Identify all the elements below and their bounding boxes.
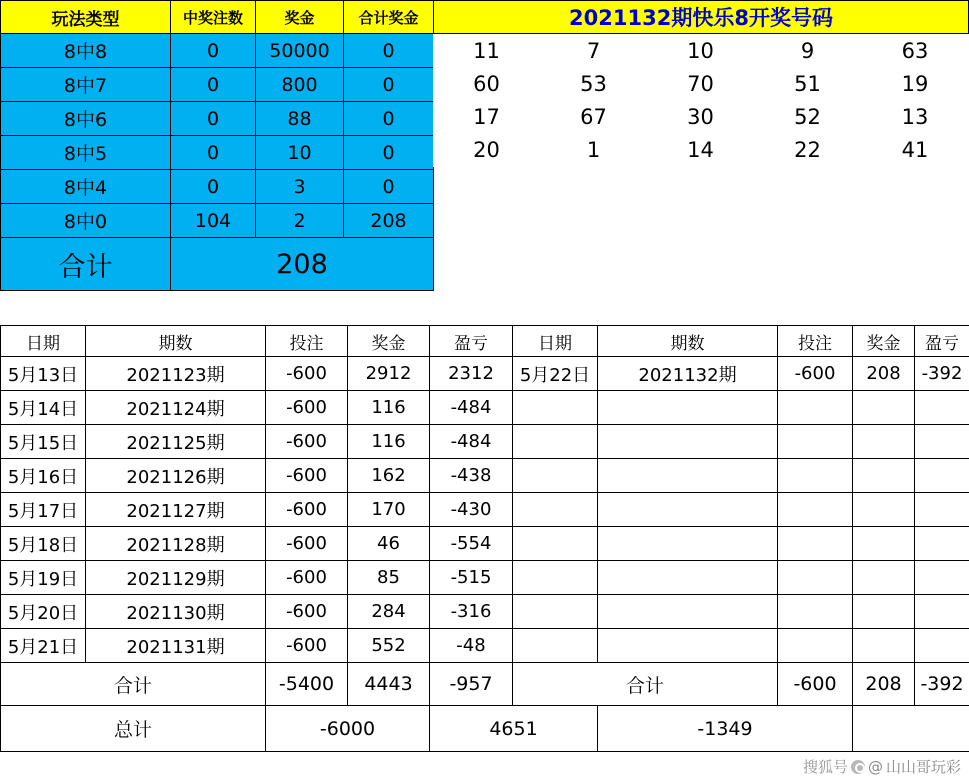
record-issue: 2021124期 [86, 391, 266, 425]
record-prize: 2912 [348, 357, 430, 391]
record-date-right: 5月22日 [513, 357, 598, 391]
record-prize-right [853, 493, 915, 527]
draw-number: 11 [433, 34, 540, 67]
records-header-issue-right: 期数 [598, 326, 778, 357]
table-row [1, 595, 969, 629]
draw-number-row [433, 67, 969, 100]
record-profit: 2312 [430, 357, 513, 391]
payout-prize: 88 [256, 102, 344, 136]
record-profit-right: -392 [915, 357, 969, 391]
record-prize: 170 [348, 493, 430, 527]
subtotal-profit-right: -392 [915, 663, 969, 706]
draw-number-row [433, 133, 969, 167]
table-row [1, 204, 434, 238]
record-date: 5月13日 [1, 357, 86, 391]
record-prize-right: 208 [853, 357, 915, 391]
record-prize-right [853, 459, 915, 493]
payout-total: 0 [344, 136, 434, 170]
record-date: 5月16日 [1, 459, 86, 493]
table-row [1, 170, 434, 204]
draw-number: 70 [647, 67, 754, 100]
payout-header-prize: 奖金 [256, 1, 344, 34]
table-row [1, 68, 434, 102]
grand-total-bet: -6000 [266, 706, 430, 752]
record-date-right [513, 561, 598, 595]
table-row [1, 34, 434, 68]
record-profit: -48 [430, 629, 513, 663]
watermark-prefix: 搜狐号 [802, 758, 848, 776]
record-date: 5月21日 [1, 629, 86, 663]
draw-panel [433, 0, 969, 167]
draw-title-table [433, 0, 969, 34]
draw-number: 51 [754, 67, 861, 100]
record-bet: -600 [266, 391, 348, 425]
record-date: 5月14日 [1, 391, 86, 425]
records-header-prize-right: 奖金 [853, 326, 915, 357]
payout-prize: 3 [256, 170, 344, 204]
payout-type: 8中4 [1, 170, 171, 204]
record-bet: -600 [266, 595, 348, 629]
watermark [803, 756, 961, 777]
draw-number: 10 [647, 34, 754, 67]
payout-type: 8中8 [1, 34, 171, 68]
record-profit: -484 [430, 425, 513, 459]
sohu-logo-icon [851, 760, 865, 774]
record-profit: -430 [430, 493, 513, 527]
draw-number-row [433, 34, 969, 67]
draw-number: 19 [861, 67, 969, 100]
record-bet-right [778, 561, 853, 595]
payout-header-count: 中奖注数 [171, 1, 256, 34]
draw-number: 67 [540, 100, 647, 133]
record-bet: -600 [266, 561, 348, 595]
record-prize: 116 [348, 425, 430, 459]
record-issue-right [598, 561, 778, 595]
payout-count: 0 [171, 34, 256, 68]
draw-number: 17 [433, 100, 540, 133]
record-issue: 2021129期 [86, 561, 266, 595]
record-bet-right [778, 391, 853, 425]
record-profit-right [915, 629, 969, 663]
records-table [0, 325, 969, 752]
subtotal-prize-left: 4443 [348, 663, 430, 706]
record-prize-right [853, 561, 915, 595]
payout-total: 0 [344, 102, 434, 136]
records-grand-total-row [1, 706, 969, 752]
records-header-bet-right: 投注 [778, 326, 853, 357]
draw-number: 9 [754, 34, 861, 67]
payout-header-row [1, 1, 434, 34]
record-date-right [513, 425, 598, 459]
draw-number: 20 [433, 133, 540, 167]
record-profit: -316 [430, 595, 513, 629]
record-profit: -484 [430, 391, 513, 425]
table-row [1, 493, 969, 527]
record-issue-right [598, 493, 778, 527]
record-bet: -600 [266, 527, 348, 561]
table-row [1, 527, 969, 561]
draw-number: 60 [433, 67, 540, 100]
payout-count: 0 [171, 136, 256, 170]
draw-number: 1 [540, 133, 647, 167]
record-prize: 85 [348, 561, 430, 595]
payout-count: 104 [171, 204, 256, 238]
draw-title: 2021132期快乐8开奖号码 [434, 1, 969, 34]
record-profit-right [915, 391, 969, 425]
payout-type: 8中0 [1, 204, 171, 238]
record-date-right [513, 527, 598, 561]
records-header-prize-left: 奖金 [348, 326, 430, 357]
record-issue: 2021127期 [86, 493, 266, 527]
payout-total: 0 [344, 170, 434, 204]
record-bet-right: -600 [778, 357, 853, 391]
payout-prize: 2 [256, 204, 344, 238]
table-row [1, 136, 434, 170]
record-bet: -600 [266, 357, 348, 391]
record-profit-right [915, 459, 969, 493]
draw-number-row [433, 100, 969, 133]
subtotal-label-right: 合计 [513, 663, 778, 706]
grand-total-label: 总计 [1, 706, 266, 752]
payout-type: 8中7 [1, 68, 171, 102]
grand-total-profit: -1349 [598, 706, 853, 752]
payout-type: 8中6 [1, 102, 171, 136]
payout-header-type: 玩法类型 [1, 1, 171, 34]
grand-total-empty [853, 706, 969, 752]
draw-number: 22 [754, 133, 861, 167]
draw-number: 30 [647, 100, 754, 133]
record-prize-right [853, 629, 915, 663]
record-prize-right [853, 391, 915, 425]
record-bet-right [778, 629, 853, 663]
record-profit: -515 [430, 561, 513, 595]
draw-number: 7 [540, 34, 647, 67]
table-row [1, 459, 969, 493]
subtotal-prize-right: 208 [853, 663, 915, 706]
record-date-right [513, 595, 598, 629]
record-prize-right [853, 595, 915, 629]
watermark-name: 山山哥玩彩 [885, 758, 961, 776]
records-header-date-right: 日期 [513, 326, 598, 357]
record-profit-right [915, 493, 969, 527]
record-issue-right [598, 629, 778, 663]
record-issue-right [598, 595, 778, 629]
record-prize: 116 [348, 391, 430, 425]
payout-count: 0 [171, 68, 256, 102]
draw-number: 52 [754, 100, 861, 133]
subtotal-label-left: 合计 [1, 663, 266, 706]
watermark-at: @ [867, 757, 883, 776]
payout-header-total: 合计奖金 [344, 1, 434, 34]
subtotal-bet-left: -5400 [266, 663, 348, 706]
record-issue: 2021131期 [86, 629, 266, 663]
record-prize: 46 [348, 527, 430, 561]
record-issue: 2021125期 [86, 425, 266, 459]
payout-total: 0 [344, 68, 434, 102]
record-date-right [513, 391, 598, 425]
record-issue-right [598, 391, 778, 425]
table-row [1, 102, 434, 136]
record-date: 5月18日 [1, 527, 86, 561]
record-profit-right [915, 595, 969, 629]
record-issue-right: 2021132期 [598, 357, 778, 391]
payout-prize: 50000 [256, 34, 344, 68]
payout-summary-row [1, 238, 434, 291]
record-bet-right [778, 493, 853, 527]
record-bet-right [778, 595, 853, 629]
grand-total-prize: 4651 [430, 706, 598, 752]
record-profit: -554 [430, 527, 513, 561]
draw-number: 14 [647, 133, 754, 167]
record-profit-right [915, 425, 969, 459]
draw-number: 41 [861, 133, 969, 167]
table-row [1, 561, 969, 595]
payout-type: 8中5 [1, 136, 171, 170]
record-bet: -600 [266, 629, 348, 663]
record-profit-right [915, 561, 969, 595]
draw-numbers-table [433, 34, 969, 167]
table-row [1, 425, 969, 459]
payout-summary-value: 208 [171, 238, 434, 291]
records-header-bet-left: 投注 [266, 326, 348, 357]
record-profit: -438 [430, 459, 513, 493]
record-prize-right [853, 425, 915, 459]
record-issue-right [598, 527, 778, 561]
record-prize-right [853, 527, 915, 561]
subtotal-profit-left: -957 [430, 663, 513, 706]
record-issue: 2021123期 [86, 357, 266, 391]
record-bet-right [778, 527, 853, 561]
record-profit-right [915, 527, 969, 561]
record-bet: -600 [266, 425, 348, 459]
subtotal-bet-right: -600 [778, 663, 853, 706]
records-header-issue-left: 期数 [86, 326, 266, 357]
record-date: 5月19日 [1, 561, 86, 595]
record-bet: -600 [266, 459, 348, 493]
payout-count: 0 [171, 102, 256, 136]
records-header-profit-right: 盈亏 [915, 326, 969, 357]
records-header-row [1, 326, 969, 357]
table-row [1, 391, 969, 425]
draw-number: 13 [861, 100, 969, 133]
record-date: 5月15日 [1, 425, 86, 459]
record-bet-right [778, 459, 853, 493]
record-bet: -600 [266, 493, 348, 527]
record-issue: 2021130期 [86, 595, 266, 629]
payout-count: 0 [171, 170, 256, 204]
record-date-right [513, 459, 598, 493]
record-date-right [513, 629, 598, 663]
records-subtotal-row [1, 663, 969, 706]
record-date: 5月20日 [1, 595, 86, 629]
record-issue: 2021126期 [86, 459, 266, 493]
payout-summary-label: 合计 [1, 238, 171, 291]
table-row [1, 629, 969, 663]
record-prize: 284 [348, 595, 430, 629]
records-header-date-left: 日期 [1, 326, 86, 357]
record-issue-right [598, 425, 778, 459]
record-prize: 162 [348, 459, 430, 493]
record-issue: 2021128期 [86, 527, 266, 561]
record-bet-right [778, 425, 853, 459]
table-row [1, 357, 969, 391]
record-date-right [513, 493, 598, 527]
record-date: 5月17日 [1, 493, 86, 527]
payout-total: 208 [344, 204, 434, 238]
payout-total: 0 [344, 34, 434, 68]
record-issue-right [598, 459, 778, 493]
payout-prize: 10 [256, 136, 344, 170]
record-prize: 552 [348, 629, 430, 663]
payout-prize: 800 [256, 68, 344, 102]
draw-number: 53 [540, 67, 647, 100]
draw-number: 63 [861, 34, 969, 67]
payout-table [0, 0, 434, 291]
records-header-profit-left: 盈亏 [430, 326, 513, 357]
